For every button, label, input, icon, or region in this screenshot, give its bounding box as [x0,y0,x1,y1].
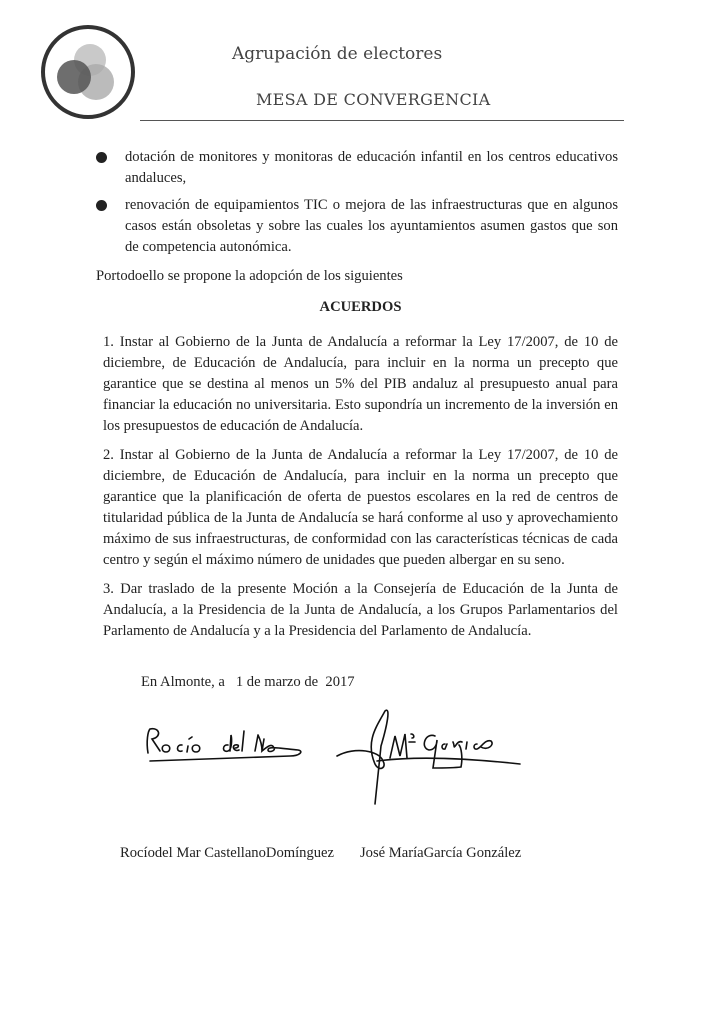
signer-name-2: José MaríaGarcía González [360,845,522,861]
signature-2 [335,706,535,806]
header-divider [140,120,624,121]
agreement-1: 1. Instar al Gobierno de la Junta de Andalucía a reformar la Ley 17/2007, de 10 de diciembre, de Educación de Andalucía, para incluir en la norma un precepto que garantice que se destina al menos un 5% del PIB andaluz al presupuesto anual para financiar la educación no universitaria. Esto supondría un incremento de la inversión en los presupuestos de educación de Andalucía. [103,334,618,434]
logo [38,22,138,122]
date-line: En Almonte, a 1 de marzo de 2017 [141,674,355,690]
agreement-2: 2. Instar al Gobierno de la Junta de Andalucía a reformar la Ley 17/2007, de 10 de diciembre, de Educación de Andalucía, para incluir en la norma un precepto que garantice que la planificación de oferta de puestos escolares en la red de centros de titularidad pública de la Junta de Andalucía se hará conforme al uso y aprovechamiento máximo de sus infraestructuras, de conformidad con las características técnicas de cada centro y según el máximo número de unidades que pueden albergar en su seno. [103,447,618,568]
signer-names [120,843,618,864]
intro-text: Portodoello se propone la adopción de los siguientes [96,268,403,284]
signature-1 [140,721,320,771]
signer-name-1: Rocíodel Mar CastellanoDomínguez [120,845,334,861]
agreement-3: 3. Dar traslado de la presente Moción a la Consejería de Educación de la Junta de Andalucía, a la Presidencia de la Junta de Andalucía, a los Grupos Parlamentarios del Parlamento de Andalucía y a la Presidencia del Parlamento de Andalucía. [103,581,618,639]
bullet-icon [96,200,107,211]
bullet-text: renovación de equipamientos TIC o mejora de las infraestructuras que en algunos casos están obsoletas y sobre las cuales los ayuntamientos asumen gastos que son de competencia autonómica. [125,197,618,255]
bullet-text: dotación de monitores y monitoras de educación infantil en los centros educativos andaluces, [125,149,618,186]
list-item [103,147,618,189]
group-name: MESA DE CONVERGENCIA [256,90,491,109]
signature-area [103,693,618,843]
document-body [96,147,618,864]
section-title: ACUERDOS [319,299,402,315]
list-item [103,195,618,258]
bullet-icon [96,152,107,163]
bullet-list [103,147,618,258]
organization-title: Agrupación de electores [232,44,443,64]
